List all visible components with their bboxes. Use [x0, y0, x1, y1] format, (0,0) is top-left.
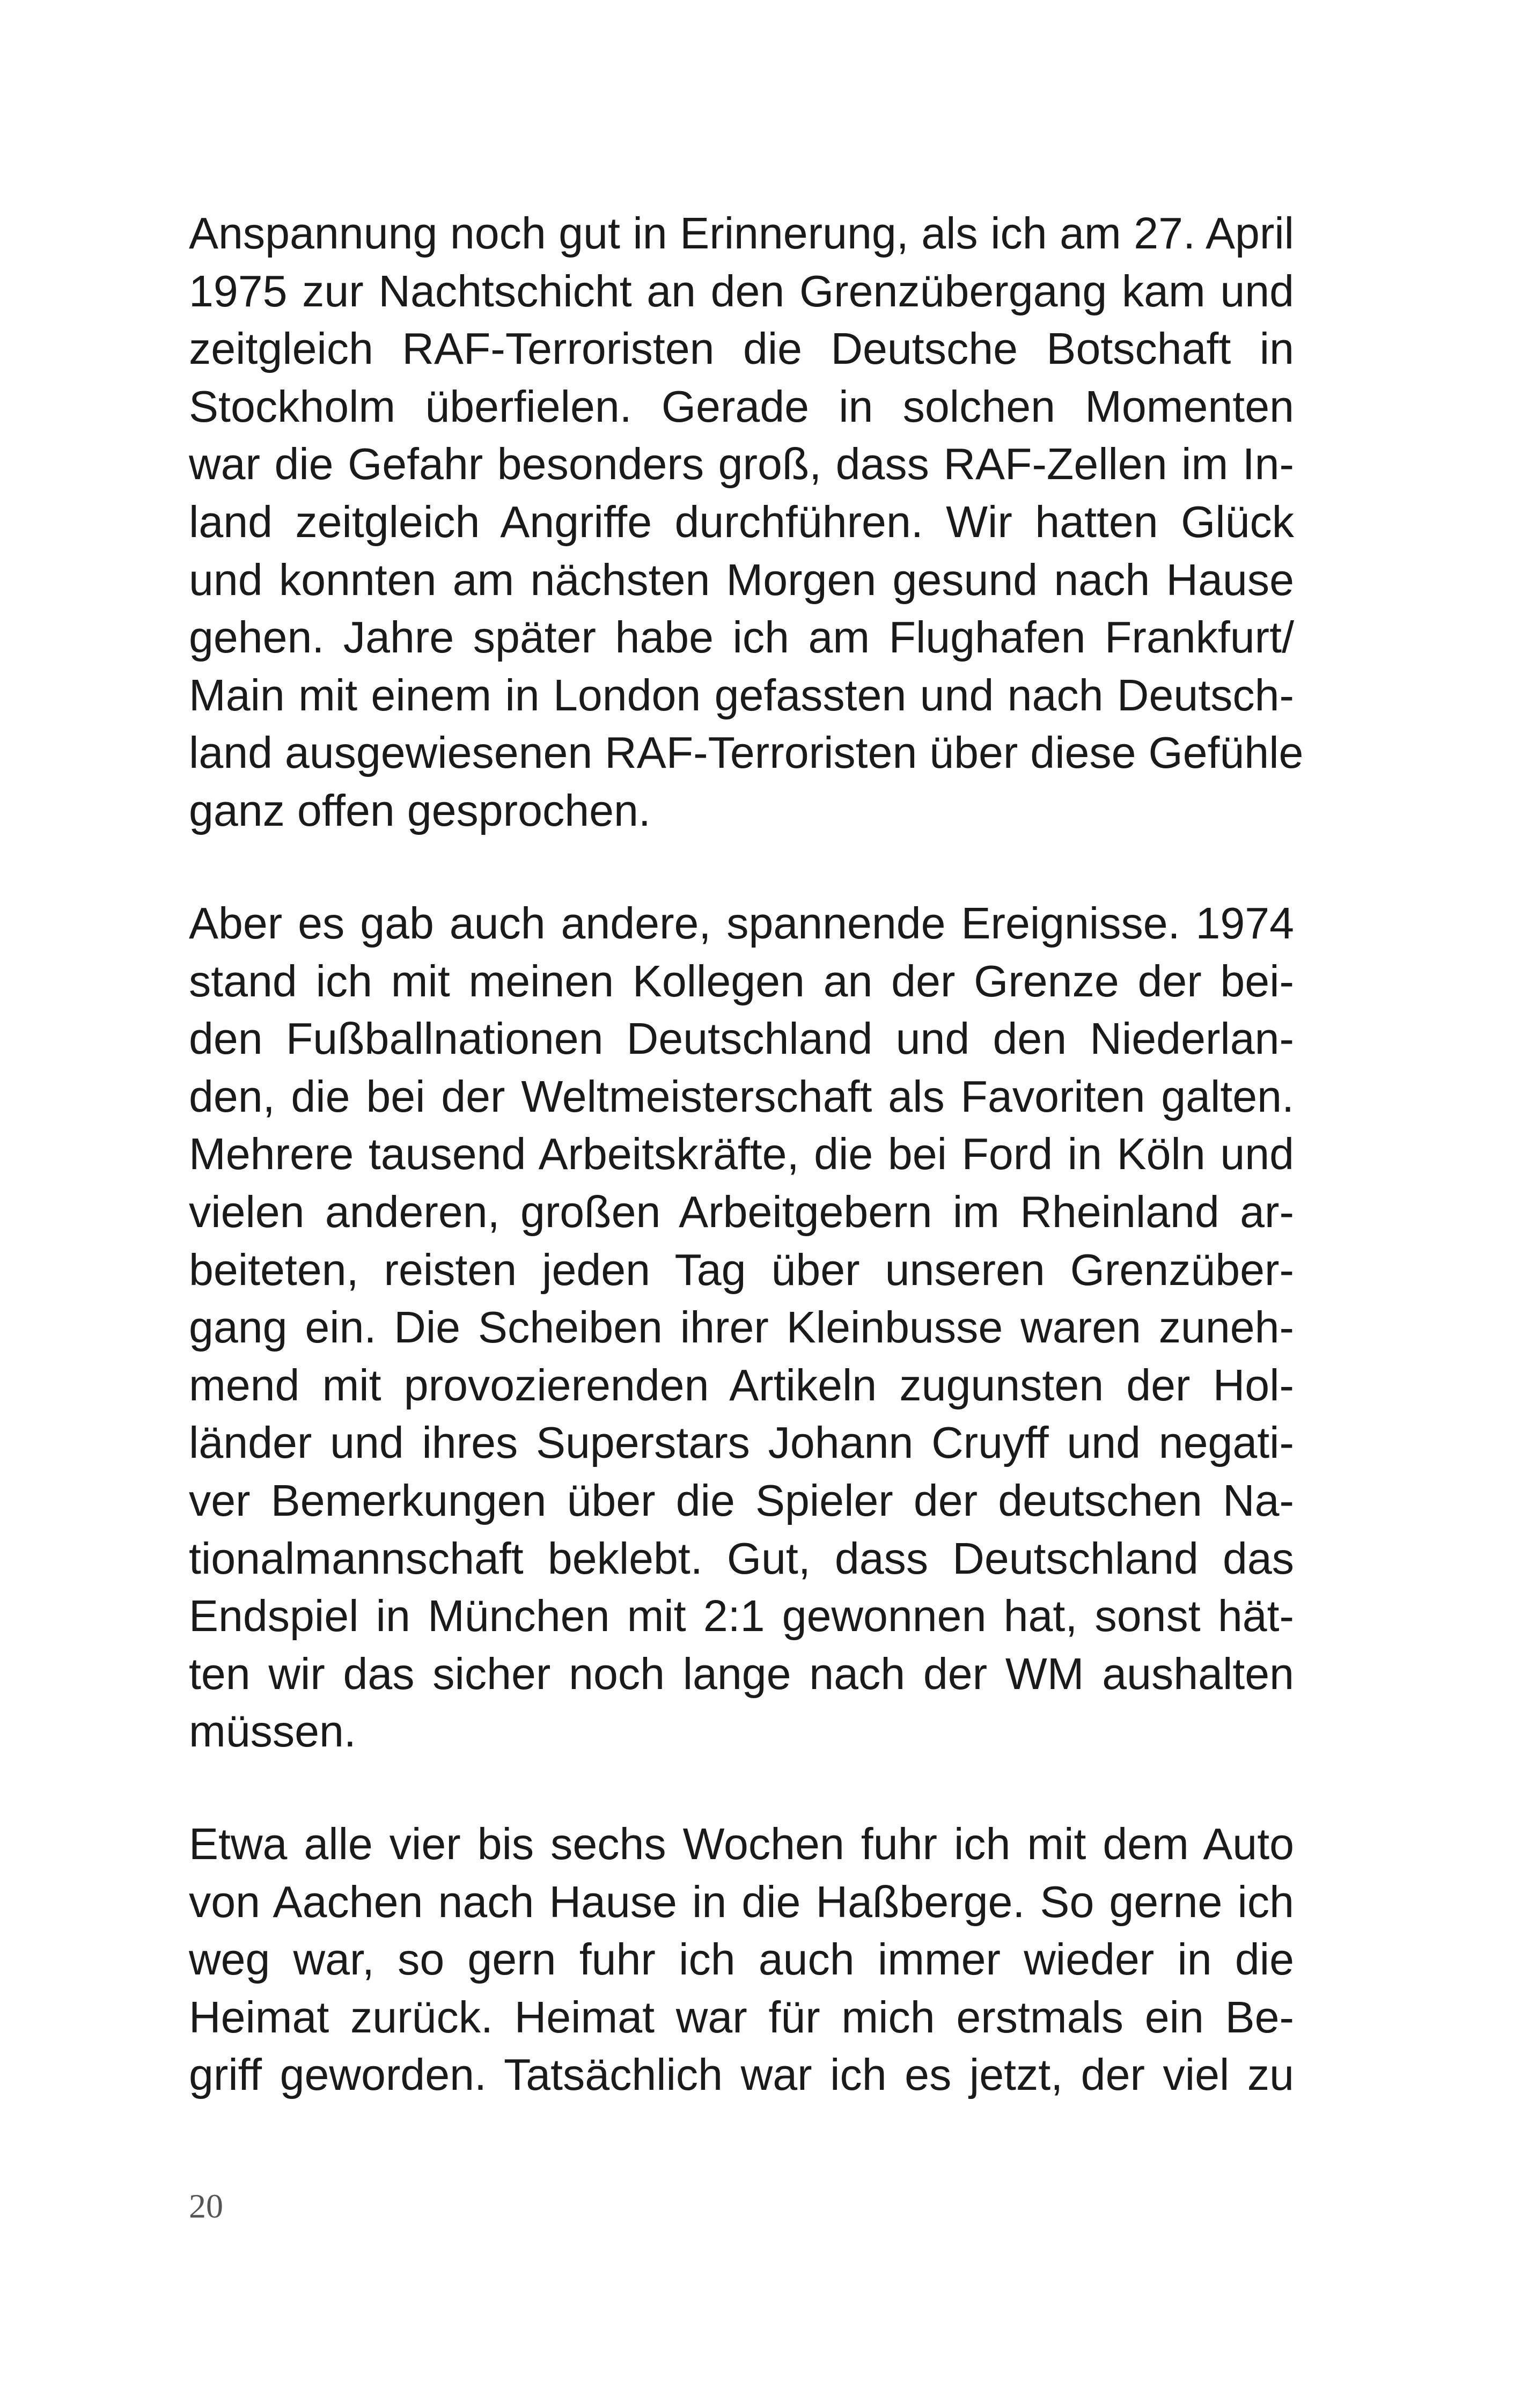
text-line: ganz offen gesprochen. — [189, 785, 651, 835]
text-line: tionalmannschaft beklebt. Gut, dass Deutschland das — [189, 1533, 1294, 1583]
text-line: war die Gefahr besonders groß, dass RAF-Zellen im In- — [189, 439, 1294, 489]
text-line: und konnten am nächsten Morgen gesund nach Hause — [189, 555, 1294, 605]
text-line: länder und ihres Superstars Johann Cruyff und negati- — [189, 1418, 1294, 1468]
text-line: land zeitgleich Angriffe durchführen. Wir hatten Glück — [189, 497, 1294, 547]
text-line: mend mit provozierenden Artikeln zugunsten der Hol- — [189, 1360, 1294, 1410]
text-line: stand ich mit meinen Kollegen an der Grenze der bei- — [189, 956, 1294, 1006]
text-line: von Aachen nach Hause in die Haßberge. So gerne ich — [189, 1877, 1294, 1927]
paragraph-3 — [189, 1816, 1294, 2104]
text-line: beiteten, reisten jeden Tag über unseren Grenzüber- — [189, 1245, 1294, 1295]
text-line: müssen. — [189, 1707, 356, 1757]
text-line: Anspannung noch gut in Erinnerung, als ich am 27. April — [189, 209, 1294, 258]
text-line: Etwa alle vier bis sechs Wochen fuhr ich mit dem Auto — [189, 1819, 1294, 1869]
text-line: Mehrere tausend Arbeitskräfte, die bei Ford in Köln und — [189, 1129, 1294, 1179]
text-line: land ausgewiesenen RAF-Terroristen über diese Gefühle — [189, 728, 1304, 778]
text-line: Stockholm überfielen. Gerade in solchen Momenten — [189, 381, 1294, 431]
paragraph-2 — [189, 895, 1294, 1761]
text-line: gehen. Jahre später habe ich am Flughafen Frankfurt/ — [189, 613, 1294, 663]
text-line: den Fußballnationen Deutschland und den Niederlan- — [189, 1014, 1294, 1064]
text-line: griff geworden. Tatsächlich war ich es jetzt, der viel zu — [189, 2050, 1294, 2100]
text-line: 1975 zur Nachtschicht an den Grenzübergang kam und — [189, 266, 1294, 316]
text-line: Heimat zurück. Heimat war für mich erstmals ein Be- — [189, 1992, 1294, 2042]
text-line: ver Bemerkungen über die Spieler der deutschen Na- — [189, 1475, 1294, 1525]
text-line: Main mit einem in London gefassten und nach Deutsch- — [189, 670, 1294, 720]
text-line: weg war, so gern fuhr ich auch immer wieder in die — [189, 1935, 1294, 1985]
text-line: vielen anderen, großen Arbeitgebern im Rheinland ar- — [189, 1187, 1294, 1237]
paragraph-1 — [189, 205, 1304, 840]
page-number: 20 — [189, 2187, 223, 2225]
text-line: ten wir das sicher noch lange nach der WM aushalten — [189, 1649, 1294, 1699]
text-line: Aber es gab auch andere, spannende Ereignisse. 1974 — [189, 899, 1294, 948]
text-line: den, die bei der Weltmeisterschaft als Favoriten galten. — [189, 1071, 1294, 1121]
text-line: gang ein. Die Scheiben ihrer Kleinbusse waren zuneh- — [189, 1303, 1294, 1353]
text-line: Endspiel in München mit 2:1 gewonnen hat, sonst hät- — [189, 1591, 1294, 1641]
text-line: zeitgleich RAF-Terroristen die Deutsche Botschaft in — [189, 324, 1294, 374]
